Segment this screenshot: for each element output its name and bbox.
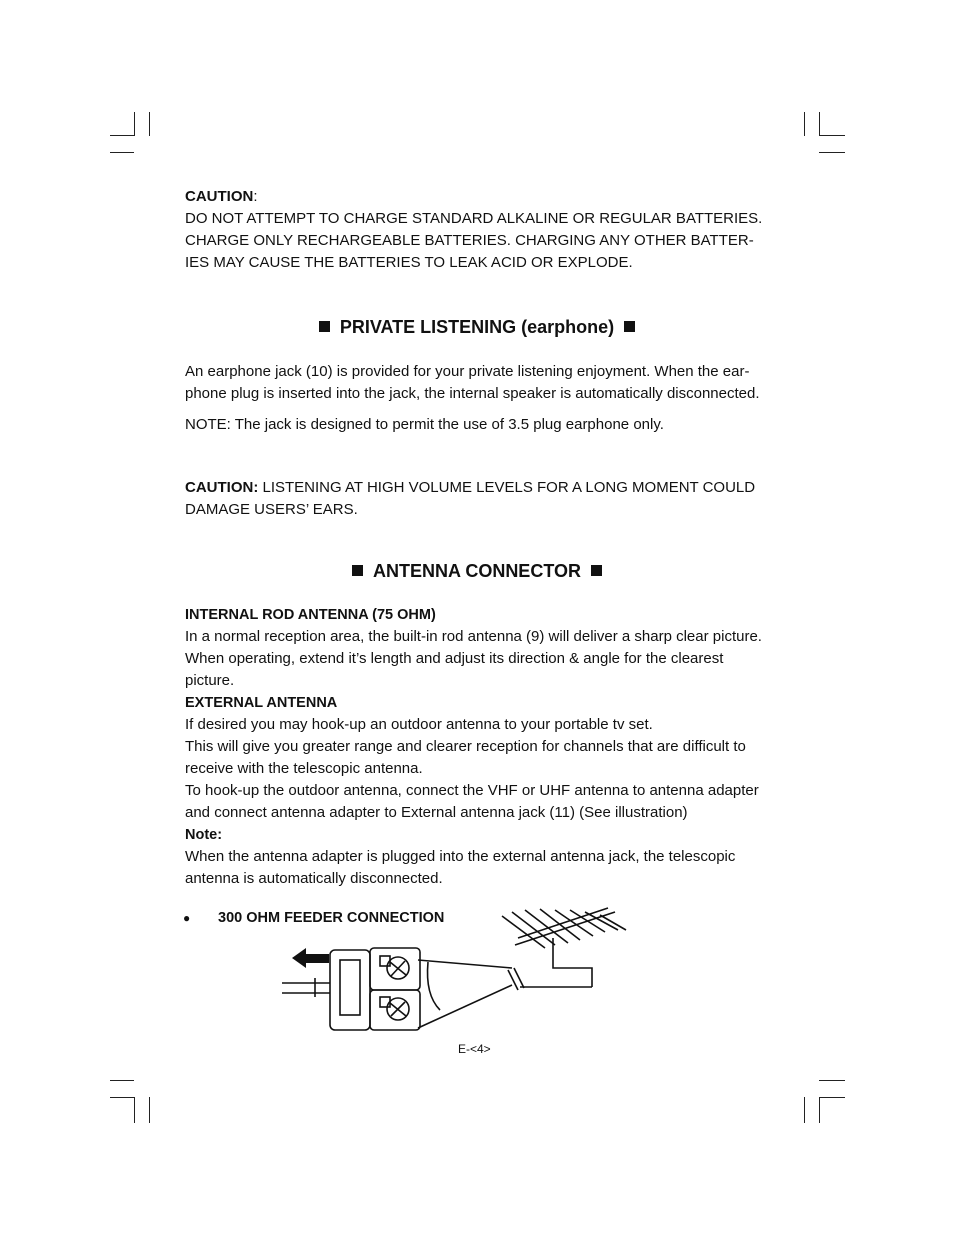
caution-battery-line: IES MAY CAUSE THE BATTERIES TO LEAK ACID OR EXPLODE.: [185, 254, 633, 271]
internal-antenna-line: In a normal reception area, the built-in rod antenna (9) will deliver a sharp clear picture.: [185, 628, 762, 645]
antenna-connector-heading: ANTENNA CONNECTOR: [185, 560, 769, 582]
antenna-section-body: [185, 604, 769, 890]
internal-antenna-title: INTERNAL ROD ANTENNA (75 OHM): [185, 607, 436, 623]
note-title: Note:: [185, 827, 223, 843]
external-antenna-line: and connect antenna adapter to External antenna jack (11) (See illustration): [185, 804, 688, 821]
external-antenna-line: receive with the telescopic antenna.: [185, 760, 423, 777]
caution-volume-block: [185, 477, 769, 521]
square-bullet-icon: [591, 565, 602, 576]
page-number: E-<4>: [458, 1042, 491, 1056]
earphone-line: An earphone jack (10) is provided for your private listening enjoyment. When the ear-: [185, 363, 750, 380]
earphone-paragraph: [185, 361, 769, 405]
internal-antenna-line: picture.: [185, 672, 235, 689]
antenna-rods: [502, 908, 626, 948]
external-antenna-line: This will give you greater range and clearer reception for channels that are difficult to: [185, 738, 746, 755]
square-bullet-icon: [319, 321, 330, 332]
caution-volume-line: DAMAGE USERS’ EARS.: [185, 501, 358, 518]
square-bullet-icon: [624, 321, 635, 332]
internal-antenna-line: When operating, extend it’s length and adjust its direction & angle for the clearest: [185, 650, 724, 667]
caution-battery-block: [185, 186, 769, 274]
arrow-left-icon: [292, 948, 329, 968]
caution-battery-title: CAUTION:: [185, 188, 258, 205]
note-line: When the antenna adapter is plugged into the external antenna jack, the telescopic: [185, 848, 736, 865]
private-listening-heading: PRIVATE LISTENING (earphone): [185, 316, 769, 338]
external-antenna-line: To hook-up the outdoor antenna, connect the VHF or UHF antenna to antenna adapter: [185, 782, 759, 799]
note-line: antenna is automatically disconnected.: [185, 870, 443, 887]
earphone-line: phone plug is inserted into the jack, the internal speaker is automatically disconnected.: [185, 385, 760, 402]
external-antenna-line: If desired you may hook-up an outdoor antenna to your portable tv set.: [185, 716, 653, 733]
feeder-bullet: ●: [183, 911, 191, 925]
external-antenna-title: EXTERNAL ANTENNA: [185, 695, 338, 711]
square-bullet-icon: [352, 565, 363, 576]
caution-battery-line: CHARGE ONLY RECHARGEABLE BATTERIES. CHARGING ANY OTHER BATTER-: [185, 232, 754, 249]
caution-volume-line: CAUTION: LISTENING AT HIGH VOLUME LEVELS FOR A LONG MOMENT COULD: [185, 479, 756, 496]
caution-battery-line: DO NOT ATTEMPT TO CHARGE STANDARD ALKALINE OR REGULAR BATTERIES.: [185, 210, 763, 227]
antenna-adapter-illustration: [270, 900, 640, 1040]
earphone-note: NOTE: The jack is designed to permit the use of 3.5 plug earphone only.: [185, 416, 664, 433]
feeder-connection-label: 300 OHM FEEDER CONNECTION: [218, 910, 445, 926]
